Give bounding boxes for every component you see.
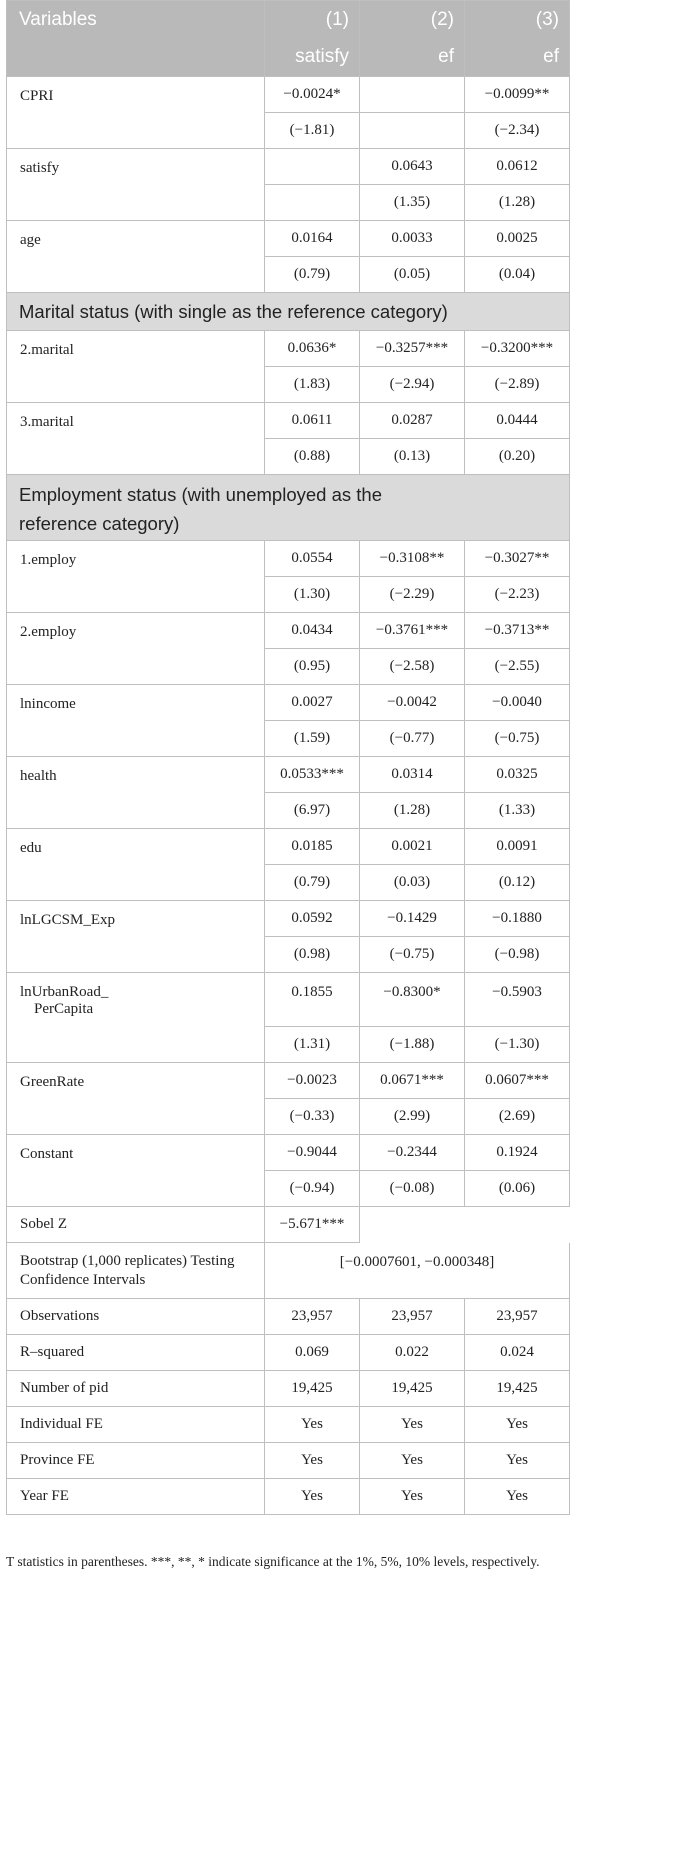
stat-cell: Yes [360, 1479, 465, 1515]
tstat-cell: (1.31) [265, 1027, 360, 1063]
table-row [7, 403, 570, 439]
coef-cell: −0.3713** [465, 613, 570, 649]
tstat-cell: (0.12) [465, 865, 570, 901]
coef-cell: −0.3761*** [360, 613, 465, 649]
coef-cell: −0.3257*** [360, 331, 465, 367]
row-label [7, 973, 265, 1063]
tstat-cell: (−2.94) [360, 367, 465, 403]
coef-cell: −0.8300* [360, 973, 465, 1027]
column-number: (2) [360, 1, 465, 39]
row-label-line: Bootstrap (1,000 replicates) Testing [20, 1252, 235, 1269]
tstat-cell: (−0.08) [360, 1171, 465, 1207]
table-row [7, 1407, 570, 1443]
table-row [7, 221, 570, 257]
row-label-line: Confidence Intervals [20, 1271, 146, 1288]
coef-cell: 0.0554 [265, 541, 360, 577]
tstat-cell: (−2.58) [360, 649, 465, 685]
tstat-cell: (−1.88) [360, 1027, 465, 1063]
tstat-cell: (−0.98) [465, 937, 570, 973]
table-row [7, 757, 570, 793]
coef-cell: −0.0024* [265, 77, 360, 113]
stat-cell: 19,425 [465, 1371, 570, 1407]
tstat-cell: (2.99) [360, 1099, 465, 1135]
stat-cell: 19,425 [360, 1371, 465, 1407]
tstat-cell: (−2.89) [465, 367, 570, 403]
dependent-variable: ef [465, 39, 570, 77]
tstat-cell: (1.28) [360, 793, 465, 829]
table-row [7, 1443, 570, 1479]
coef-cell: −0.0099** [465, 77, 570, 113]
tstat-cell: (−2.29) [360, 577, 465, 613]
tstat-cell: (−0.75) [465, 721, 570, 757]
row-label: GreenRate [7, 1063, 265, 1135]
header-row-numbers [7, 1, 570, 39]
table-row [7, 1135, 570, 1171]
tstat-cell: (6.97) [265, 793, 360, 829]
tstat-cell: (1.30) [265, 577, 360, 613]
stat-cell: 19,425 [265, 1371, 360, 1407]
coef-cell [265, 149, 360, 185]
stat-cell: Yes [265, 1479, 360, 1515]
row-label: lnLGCSM_Exp [7, 901, 265, 973]
coef-cell: 0.0607*** [465, 1063, 570, 1099]
table-row [7, 685, 570, 721]
row-label-line: PerCapita [34, 1001, 94, 1017]
tstat-cell: (0.05) [360, 257, 465, 293]
row-label: satisfy [7, 149, 265, 221]
coef-cell: −0.2344 [360, 1135, 465, 1171]
tstat-cell: (−1.81) [265, 113, 360, 149]
dependent-variable: ef [360, 39, 465, 77]
section-title-employment [7, 475, 570, 541]
stat-cell: Yes [360, 1443, 465, 1479]
stat-cell: 23,957 [360, 1299, 465, 1335]
tstat-cell: (−2.34) [465, 113, 570, 149]
coef-cell: −0.0040 [465, 685, 570, 721]
coef-cell: −0.3200*** [465, 331, 570, 367]
row-label: lnincome [7, 685, 265, 757]
column-number: (1) [265, 1, 360, 39]
section-title-line: reference category) [19, 512, 180, 534]
header-blank [7, 39, 265, 77]
stat-cell: 23,957 [265, 1299, 360, 1335]
stat-cell: Yes [465, 1443, 570, 1479]
sobel-value: −5.671*** [265, 1207, 360, 1243]
row-label: 1.employ [7, 541, 265, 613]
tstat-cell: (−2.23) [465, 577, 570, 613]
tstat-cell: (2.69) [465, 1099, 570, 1135]
row-label-line: lnUrbanRoad_ [20, 984, 109, 1000]
stat-cell: 23,957 [465, 1299, 570, 1335]
row-label: Observations [7, 1299, 265, 1335]
section-title-marital: Marital status (with single as the reference category) [7, 293, 570, 331]
coef-cell: 0.0643 [360, 149, 465, 185]
coef-cell: 0.1855 [265, 973, 360, 1027]
coef-cell: 0.1924 [465, 1135, 570, 1171]
stat-cell: Yes [265, 1407, 360, 1443]
stat-cell: Yes [465, 1479, 570, 1515]
stat-cell: Yes [265, 1443, 360, 1479]
tstat-cell [360, 113, 465, 149]
row-label: health [7, 757, 265, 829]
row-label: Constant [7, 1135, 265, 1207]
tstat-cell: (−2.55) [465, 649, 570, 685]
table-row [7, 829, 570, 865]
row-label: 2.marital [7, 331, 265, 403]
row-label: Year FE [7, 1479, 265, 1515]
regression-table [6, 0, 570, 1515]
tstat-cell: (1.33) [465, 793, 570, 829]
coef-cell: −0.3027** [465, 541, 570, 577]
stat-cell: 0.022 [360, 1335, 465, 1371]
coef-cell: 0.0287 [360, 403, 465, 439]
tstat-cell: (1.83) [265, 367, 360, 403]
table-row [7, 613, 570, 649]
row-label [7, 1243, 265, 1299]
stat-cell: 0.024 [465, 1335, 570, 1371]
coef-cell: 0.0444 [465, 403, 570, 439]
row-label: CPRI [7, 77, 265, 149]
row-label: Sobel Z [7, 1207, 265, 1243]
tstat-cell: (0.79) [265, 865, 360, 901]
row-label: Individual FE [7, 1407, 265, 1443]
coef-cell: −0.1429 [360, 901, 465, 937]
row-label: edu [7, 829, 265, 901]
tstat-cell: (−0.94) [265, 1171, 360, 1207]
tstat-cell: (0.79) [265, 257, 360, 293]
tstat-cell: (−1.30) [465, 1027, 570, 1063]
row-label: Number of pid [7, 1371, 265, 1407]
stat-cell: 0.069 [265, 1335, 360, 1371]
tstat-cell: (0.20) [465, 439, 570, 475]
coef-cell: 0.0091 [465, 829, 570, 865]
section-header-row [7, 475, 570, 541]
section-title-line: Employment status (with unemployed as the [19, 483, 382, 505]
table-row [7, 541, 570, 577]
row-label: age [7, 221, 265, 293]
table-row [7, 1299, 570, 1335]
tstat-cell: (0.95) [265, 649, 360, 685]
stat-cell: Yes [360, 1407, 465, 1443]
table-row [7, 1243, 570, 1299]
tstat-cell: (0.06) [465, 1171, 570, 1207]
coef-cell: 0.0325 [465, 757, 570, 793]
coef-cell: 0.0164 [265, 221, 360, 257]
tstat-cell [265, 185, 360, 221]
tstat-cell: (1.28) [465, 185, 570, 221]
tstat-cell: (0.04) [465, 257, 570, 293]
tstat-cell: (0.88) [265, 439, 360, 475]
coef-cell: 0.0671*** [360, 1063, 465, 1099]
tstat-cell: (1.35) [360, 185, 465, 221]
dependent-variable: satisfy [265, 39, 360, 77]
coef-cell: 0.0533*** [265, 757, 360, 793]
coef-cell: 0.0033 [360, 221, 465, 257]
tstat-cell: (1.59) [265, 721, 360, 757]
section-header-row [7, 293, 570, 331]
coef-cell: −0.1880 [465, 901, 570, 937]
row-label: 2.employ [7, 613, 265, 685]
coef-cell: 0.0185 [265, 829, 360, 865]
row-label: 3.marital [7, 403, 265, 475]
coef-cell: 0.0611 [265, 403, 360, 439]
coef-cell: 0.0612 [465, 149, 570, 185]
regression-table-container [6, 0, 569, 1515]
coef-cell: 0.0021 [360, 829, 465, 865]
row-label: R–squared [7, 1335, 265, 1371]
table-row [7, 973, 570, 1027]
header-row-dependent [7, 39, 570, 77]
coef-cell: −0.3108** [360, 541, 465, 577]
coef-cell: 0.0434 [265, 613, 360, 649]
coef-cell: 0.0314 [360, 757, 465, 793]
table-row [7, 901, 570, 937]
tstat-cell: (−0.75) [360, 937, 465, 973]
table-row [7, 331, 570, 367]
tstat-cell: (−0.33) [265, 1099, 360, 1135]
stat-cell: Yes [465, 1407, 570, 1443]
table-row [7, 1207, 570, 1243]
tstat-cell: (0.03) [360, 865, 465, 901]
coef-cell [360, 77, 465, 113]
table-row [7, 77, 570, 113]
variables-header: Variables [7, 1, 265, 39]
tstat-cell: (0.13) [360, 439, 465, 475]
table-row [7, 1371, 570, 1407]
table-footnote: T statistics in parentheses. ***, **, * indicate significance at the 1%, 5%, 10% levels, respectively. [6, 1554, 540, 1569]
coef-cell: −0.5903 [465, 973, 570, 1027]
tstat-cell: (−0.77) [360, 721, 465, 757]
column-number: (3) [465, 1, 570, 39]
coef-cell: 0.0592 [265, 901, 360, 937]
coef-cell: 0.0025 [465, 221, 570, 257]
table-row [7, 149, 570, 185]
empty-cell [360, 1207, 570, 1243]
coef-cell: −0.0042 [360, 685, 465, 721]
coef-cell: 0.0027 [265, 685, 360, 721]
coef-cell: −0.9044 [265, 1135, 360, 1171]
row-label: Province FE [7, 1443, 265, 1479]
table-row [7, 1063, 570, 1099]
table-row [7, 1335, 570, 1371]
bootstrap-ci-value: [−0.0007601, −0.000348] [265, 1243, 570, 1299]
table-row [7, 1479, 570, 1515]
coef-cell: 0.0636* [265, 331, 360, 367]
tstat-cell: (0.98) [265, 937, 360, 973]
coef-cell: −0.0023 [265, 1063, 360, 1099]
